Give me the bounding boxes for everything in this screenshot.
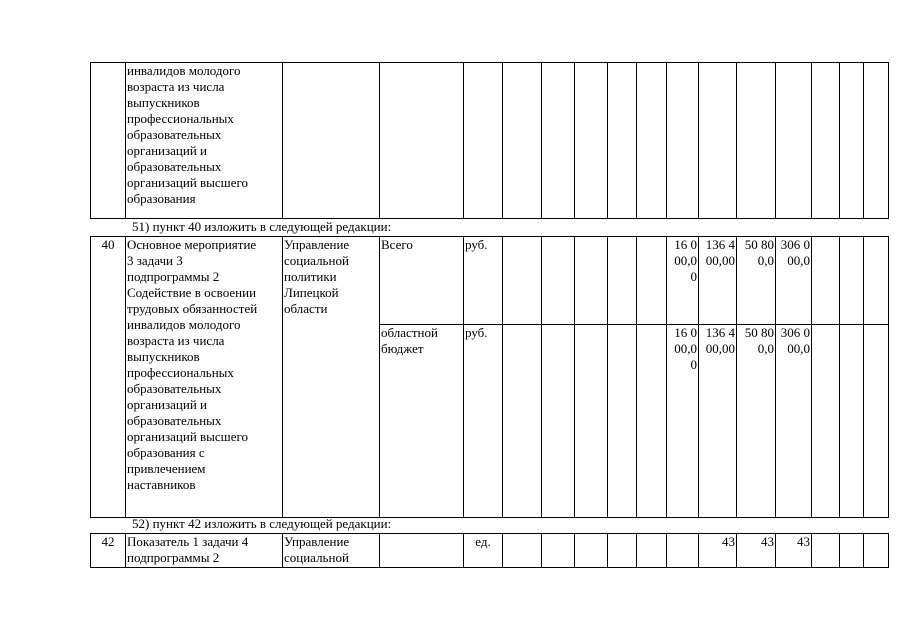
unit-cell: руб. [464, 237, 503, 325]
executor-cell [283, 63, 380, 219]
value-cell [542, 237, 575, 325]
value-cell [667, 534, 699, 568]
value-cell [608, 237, 637, 325]
value-cell [542, 534, 575, 568]
description-cell: инвалидов молодого возраста из числа выпускников профессиональных образовательных организаций и образовательных организаций высшего образования [126, 63, 283, 219]
value-cell: 16 000,00 [667, 325, 699, 518]
row-number-cell [91, 63, 126, 219]
amendment-note: 51) пункт 40 изложить в следующей редакции: [132, 219, 392, 234]
value-cell [608, 63, 637, 219]
value-cell [812, 63, 840, 219]
continuation-table [90, 62, 889, 219]
value-cell [608, 325, 637, 518]
value-cell [864, 534, 889, 568]
item-40-table [90, 236, 889, 518]
executor-cell: Управление социальной [283, 534, 380, 568]
description-cell: Основное мероприятие 3 задачи 3 подпрограммы 2 Содействие в освоении трудовых обязанностей инвалидов молодого возраста из числа выпускников профессиональных образовательных организаций и образовательных организаций высшего образования с привлечением наставников [126, 237, 283, 518]
value-cell: 136 400,00 [699, 237, 737, 325]
value-cell [575, 237, 608, 325]
table-row [91, 63, 889, 219]
value-cell [776, 63, 812, 219]
value-cell: 43 [776, 534, 812, 568]
value-cell [503, 63, 542, 219]
value-cell [575, 534, 608, 568]
value-cell [637, 325, 667, 518]
value-cell [503, 534, 542, 568]
amendment-note: 52) пункт 42 изложить в следующей редакции: [132, 516, 392, 531]
value-cell: 306 000,0 [776, 325, 812, 518]
value-cell: 306 000,0 [776, 237, 812, 325]
table-row [91, 237, 889, 325]
value-cell [812, 237, 840, 325]
value-cell [864, 237, 889, 325]
value-cell [503, 237, 542, 325]
value-cell: 136 400,00 [699, 325, 737, 518]
value-cell: 16 000,00 [667, 237, 699, 325]
value-cell [542, 63, 575, 219]
table-row [91, 534, 889, 568]
unit-cell: ед. [464, 534, 503, 568]
value-cell [812, 325, 840, 518]
unit-cell [464, 63, 503, 219]
value-cell: 43 [737, 534, 776, 568]
value-cell: 43 [699, 534, 737, 568]
value-cell [637, 534, 667, 568]
value-cell [864, 325, 889, 518]
row-number-cell: 40 [91, 237, 126, 518]
value-cell [608, 534, 637, 568]
unit-cell: руб. [464, 325, 503, 518]
value-cell [840, 237, 864, 325]
value-cell [542, 325, 575, 518]
value-cell [812, 534, 840, 568]
value-cell [737, 63, 776, 219]
source-cell [380, 63, 464, 219]
value-cell [667, 63, 699, 219]
value-cell [864, 63, 889, 219]
value-cell [637, 237, 667, 325]
source-cell [380, 534, 464, 568]
executor-cell: Управление социальной политики Липецкой области [283, 237, 380, 518]
value-cell [575, 325, 608, 518]
value-cell [637, 63, 667, 219]
value-cell [840, 63, 864, 219]
row-number-cell: 42 [91, 534, 126, 568]
value-cell: 50 800,0 [737, 325, 776, 518]
description-cell: Показатель 1 задачи 4 подпрограммы 2 [126, 534, 283, 568]
value-cell [840, 325, 864, 518]
value-cell [840, 534, 864, 568]
value-cell [503, 325, 542, 518]
source-cell: областной бюджет [380, 325, 464, 518]
item-42-table [90, 533, 889, 568]
value-cell: 50 800,0 [737, 237, 776, 325]
value-cell [699, 63, 737, 219]
source-cell: Всего [380, 237, 464, 325]
value-cell [575, 63, 608, 219]
